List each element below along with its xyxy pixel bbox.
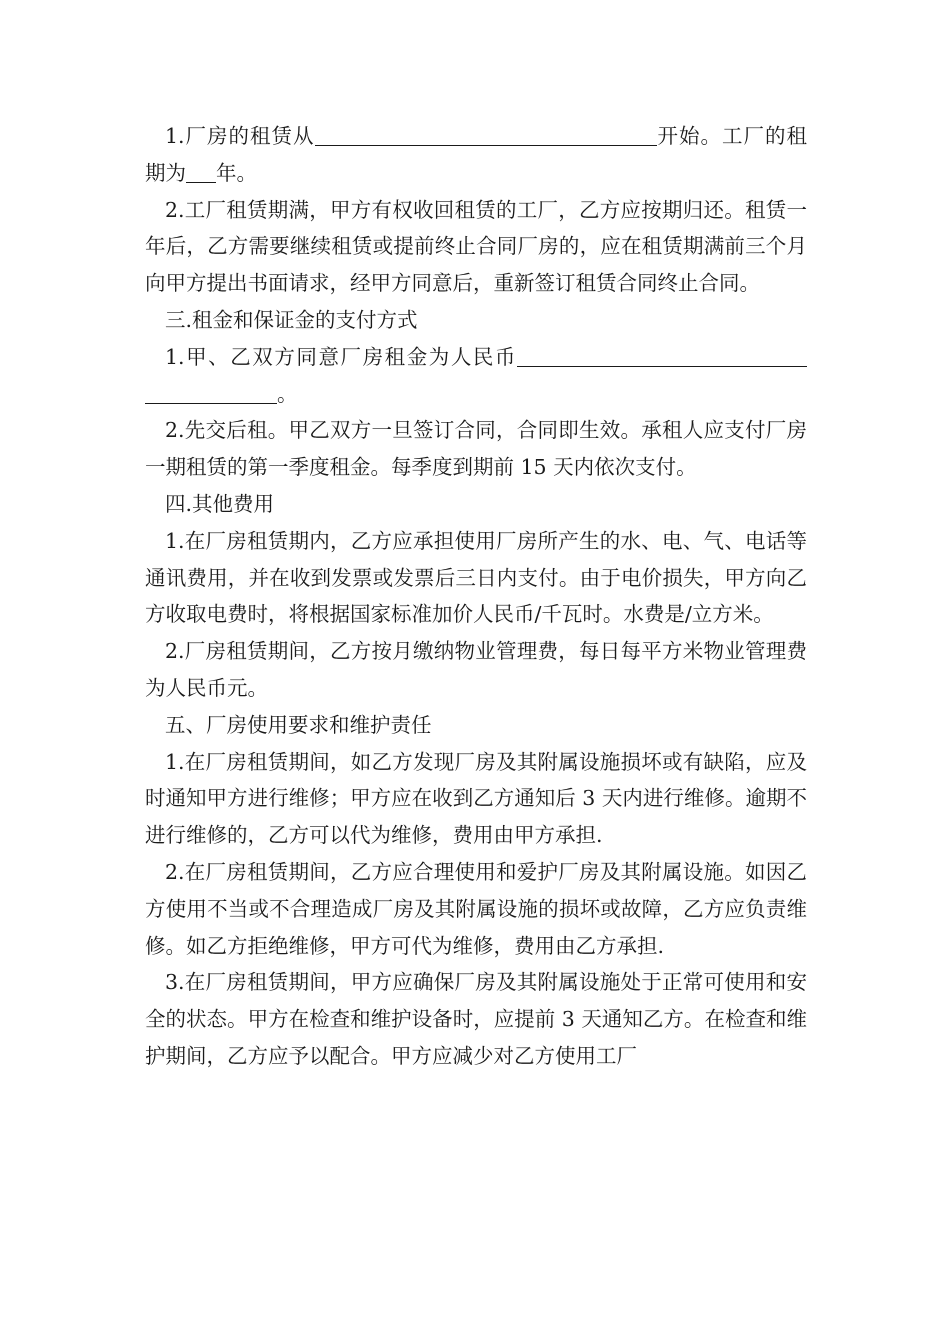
- clause-text: 1.甲、乙双方同意厂房租金为人民币: [165, 344, 517, 369]
- clause-maintenance-1: 1.在厂房租赁期间，如乙方发现厂房及其附属设施损坏或有缺陷，应及时通知甲方进行维修；甲方应在收到乙方通知后 3 天内进行维修。逾期不进行维修的，乙方可以代为维修，费用由甲方承担.: [145, 749, 807, 848]
- blank-line: [145, 379, 277, 404]
- clause-rent-amount: [145, 339, 807, 413]
- clause-maintenance-2: 2.在厂房租赁期间，乙方应合理使用和爱护厂房及其附属设施。如因乙方使用不当或不合理造成厂房及其附属设施的损坏或故障，乙方应负责维修。如乙方拒绝维修，甲方可代为维修，费用由乙方承担.: [145, 859, 807, 958]
- clause-property-fee: 2.厂房租赁期间，乙方按月缴纳物业管理费，每日每平方米物业管理费为人民币元。: [145, 639, 807, 700]
- clause-lease-start: [145, 118, 807, 192]
- clause-utilities: 1.在厂房租赁期内，乙方应承担使用厂房所产生的水、电、气、电话等通讯费用，并在收到发票或发票后三日内支付。由于电价损失，甲方向乙方收取电费时，将根据国家标准加价人民币/千瓦时。水费是/立方米。: [145, 528, 807, 627]
- section-heading-maintenance: 五、厂房使用要求和维护责任: [165, 712, 432, 737]
- blank-line: [517, 342, 807, 367]
- clause-text: 1.厂房的租赁从: [165, 124, 315, 148]
- clause-maintenance-3: 3.在厂房租赁期间，甲方应确保厂房及其附属设施处于正常可使用和安全的状态。甲方在检查和维护设备时，应提前 3 天通知乙方。在检查和维护期间，乙方应予以配合。甲方应减少对乙方使用工厂: [145, 970, 807, 1068]
- blank-line: [315, 121, 657, 146]
- clause-rent-payment: 2.先交后租。甲乙双方一旦签订合同，合同即生效。承租人应支付厂房一期租赁的第一季度租金。每季度到期前 15 天内依次支付。: [145, 418, 807, 480]
- document-body: [145, 118, 807, 1075]
- clause-text: 年。: [216, 160, 257, 185]
- clause-lease-expiry: 2.工厂租赁期满，甲方有权收回租赁的工厂，乙方应按期归还。租赁一年后，乙方需要继续租赁或提前终止合同厂房的，应在租赁期满前三个月向甲方提出书面请求，经甲方同意后，重新签订租赁合同终止合同。: [145, 197, 807, 296]
- section-heading-fees: 四.其他费用: [165, 491, 275, 516]
- section-heading-rent: 三.租金和保证金的支付方式: [165, 307, 418, 332]
- clause-text: 开始。工厂的租期为: [145, 124, 807, 185]
- clause-text: 。: [277, 381, 298, 406]
- blank-line: [186, 158, 216, 183]
